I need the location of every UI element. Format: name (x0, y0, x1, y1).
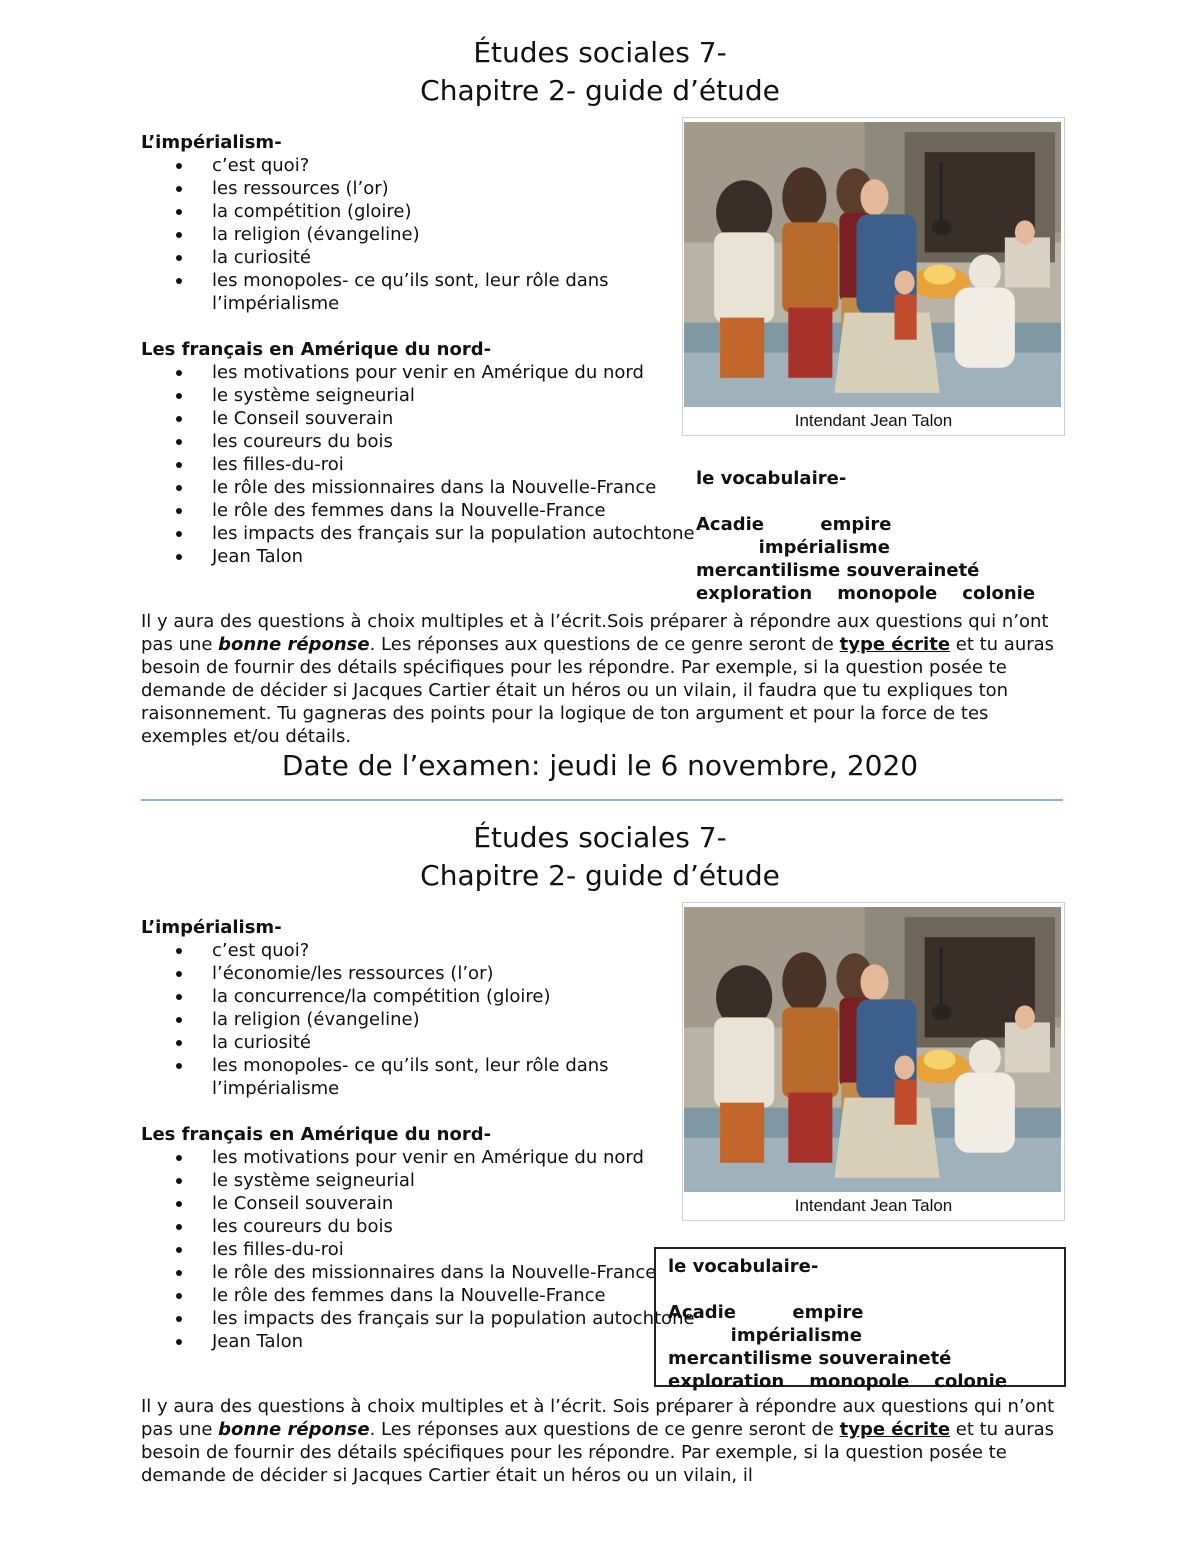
emphasis-text: bonne réponse (218, 1419, 370, 1440)
list-item: la religion (évangeline) (141, 1008, 686, 1031)
list-item: le rôle des missionnaires dans la Nouvelle-France (141, 476, 686, 499)
vocab-row: mercantilisme souveraineté (668, 1348, 952, 1369)
imperialism-heading: L’impérialism- (141, 132, 282, 153)
image-caption: Intendant Jean Talon (794, 411, 953, 430)
underlined-text: type écrite (839, 1419, 951, 1440)
list-item: le rôle des femmes dans la Nouvelle-France (141, 1284, 686, 1307)
instructions-paragraph: Il y aura des questions à choix multiples et à l’écrit.Sois préparer à répondre aux questions qui n’ont pas une bonne réponse. Les réponses aux questions de ce genre seront de type écrite et tu auras besoin de fournir des détails spécifiques pour les répondre. Par exemple, si la question posée te demande de décider si Jacques Cartier était un héros ou un vilain, il faudra que tu expliques ton raisonnement. Tu gagneras des points pour la logique de ton argument et pour la force de tes exemples et/ou détails. (141, 611, 1055, 747)
vocab-row: Acadie empire (668, 1302, 864, 1323)
vocab-row: impérialisme (696, 537, 890, 558)
vocabulary-box (654, 1247, 1066, 1392)
list-item: la religion (évangeline) (141, 223, 686, 246)
list-item: le rôle des missionnaires dans la Nouvelle-France (141, 1261, 686, 1284)
list-item: les monopoles- ce qu’ils sont, leur rôle dans l’impérialisme (141, 269, 652, 315)
french-list (141, 1146, 695, 1353)
underlined-text: type écrite (839, 634, 951, 655)
list-item: le Conseil souverain (141, 1192, 686, 1215)
vocabulary-box (696, 467, 1066, 604)
image-caption: Intendant Jean Talon (794, 1196, 953, 1215)
instructions-paragraph: Il y aura des questions à choix multiples et à l’écrit. Sois préparer à répondre aux questions qui n’ont pas une bonne réponse. Les réponses aux questions de ce genre seront de type écrite et tu auras besoin de fournir des détails spécifiques pour les répondre. Par exemple, si la question posée te demande de décider si Jacques Cartier était un héros ou un vilain, il (141, 1396, 1055, 1486)
page-title: Études sociales 7- (473, 821, 727, 854)
list-item: les motivations pour venir en Amérique du nord (141, 1146, 652, 1169)
list-item: la curiosité (141, 246, 686, 269)
talon-painting-image (684, 906, 1061, 1193)
vocab-row: impérialisme (668, 1325, 862, 1346)
vocab-row: exploration monopole colonie (668, 1371, 1008, 1392)
list-item: le système seigneurial (141, 384, 686, 407)
list-item: les monopoles- ce qu’ils sont, leur rôle dans l’impérialisme (141, 1054, 652, 1100)
vocab-row: exploration monopole colonie (696, 583, 1036, 604)
talon-painting-image (684, 121, 1061, 408)
exam-date: Date de l’examen: jeudi le 6 novembre, 2020 (281, 749, 919, 782)
talon-figure (682, 902, 1065, 1221)
list-item: les impacts des français sur la population autochtone (141, 522, 686, 545)
imperialism-heading: L’impérialism- (141, 917, 282, 938)
list-item: les filles-du-roi (141, 453, 686, 476)
list-item: les coureurs du bois (141, 430, 686, 453)
french-heading: Les français en Amérique du nord- (141, 1124, 492, 1145)
imperialism-list (141, 154, 686, 315)
vocab-row: Acadie empire (696, 514, 892, 535)
list-item: le rôle des femmes dans la Nouvelle-France (141, 499, 686, 522)
topics-column (141, 131, 695, 568)
vocab-heading: le vocabulaire- (668, 1256, 819, 1277)
list-item: les impacts des français sur la population autochtone (141, 1307, 686, 1330)
list-item: c’est quoi? (141, 939, 686, 962)
list-item: la compétition (gloire) (141, 200, 686, 223)
page-subtitle: Chapitre 2- guide d’étude (420, 859, 780, 892)
topics-column (141, 916, 695, 1353)
list-item: c’est quoi? (141, 154, 686, 177)
list-item: les filles-du-roi (141, 1238, 686, 1261)
list-item: Jean Talon (141, 1330, 686, 1353)
imperialism-list (141, 939, 686, 1100)
emphasis-text: bonne réponse (218, 634, 370, 655)
list-item: Jean Talon (141, 545, 686, 568)
french-list (141, 361, 695, 568)
list-item: les coureurs du bois (141, 1215, 686, 1238)
french-heading: Les français en Amérique du nord- (141, 339, 492, 360)
list-item: le Conseil souverain (141, 407, 686, 430)
page-subtitle: Chapitre 2- guide d’étude (420, 74, 780, 107)
list-item: la curiosité (141, 1031, 686, 1054)
section-divider (141, 799, 1063, 801)
list-item: l’économie/les ressources (l’or) (141, 962, 686, 985)
talon-figure (682, 117, 1065, 436)
list-item: le système seigneurial (141, 1169, 686, 1192)
list-item: les ressources (l’or) (141, 177, 686, 200)
page-title: Études sociales 7- (473, 36, 727, 69)
list-item: les motivations pour venir en Amérique du nord (141, 361, 652, 384)
vocab-row: mercantilisme souveraineté (696, 560, 980, 581)
vocab-heading: le vocabulaire- (696, 468, 847, 489)
list-item: la concurrence/la compétition (gloire) (141, 985, 686, 1008)
